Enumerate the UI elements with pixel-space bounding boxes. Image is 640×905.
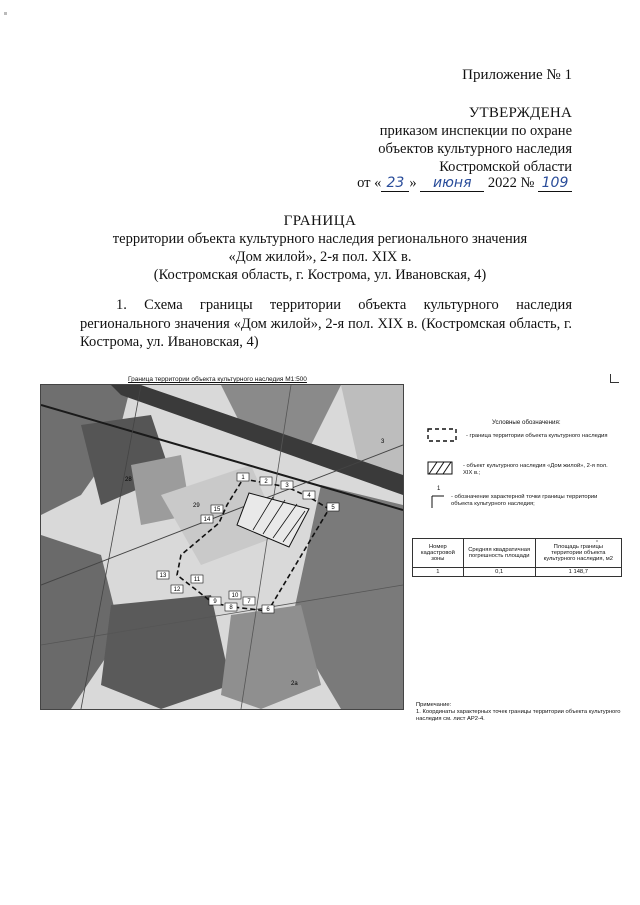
order-year: 2022 № (487, 175, 535, 191)
document-title (60, 212, 580, 284)
table-header: Площадь границы территории объекта культурного наследия, м2 (535, 539, 621, 568)
map-drawing (41, 385, 403, 709)
table-row (413, 568, 622, 577)
title-main: ГРАНИЦА (283, 213, 357, 229)
plot-label: 2а (291, 681, 298, 687)
table-cell: 1 148,7 (535, 568, 621, 577)
boundary-swatch-icon (427, 428, 457, 442)
legend-point-number: 1 (437, 486, 441, 492)
title-line: территории объекта культурного наследия регионального значения (112, 231, 528, 247)
legend-title: Условные обозначения: (492, 419, 561, 426)
point-marker-icon (428, 490, 448, 510)
order-line: объектов культурного наследия (378, 141, 572, 157)
boundary-point-label: 3 (285, 483, 289, 489)
legend-point: - обозначение характерной точки границы территории объекта культурного наследия; (451, 494, 598, 507)
cadastral-map (40, 384, 404, 710)
date-day-suffix: » (409, 175, 417, 191)
boundary-point-label: 15 (213, 507, 221, 513)
boundary-point-label: 13 (159, 573, 167, 579)
order-month: июня (420, 176, 484, 192)
legend-boundary: - граница территории объекта культурного наследия (466, 433, 608, 439)
map-title: Граница территории объекта культурного наследия М1:500 (128, 376, 307, 383)
area-table (412, 538, 622, 577)
order-day: 23 (381, 176, 409, 192)
boundary-point-label: 12 (173, 587, 181, 593)
note-title: Примечание: (416, 702, 452, 708)
scheme-paragraph: 1. Схема границы территории объекта культурного наследия регионального значения «Дом жилой», 2-я пол. XIX в. (Костромская область, г. Кострома, ул. Ивановская, 4) (80, 297, 572, 350)
order-number: 109 (538, 176, 572, 192)
table-cell: 0,1 (463, 568, 535, 577)
plot-label: 28 (125, 477, 132, 483)
scan-speck (4, 12, 7, 15)
boundary-point-label: 10 (231, 593, 239, 599)
boundary-point-label: 6 (266, 607, 270, 613)
boundary-point-label: 8 (229, 605, 233, 611)
date-prefix: от « (357, 175, 382, 191)
boundary-point-label: 11 (193, 577, 201, 583)
table-cell: 1 (413, 568, 464, 577)
plot-label: 3 (381, 439, 385, 445)
boundary-point-label: 2 (264, 479, 268, 485)
boundary-point-label: 7 (247, 599, 251, 605)
note-text: 1. Координаты характерных точек границы территории объекта культурного наследия см. лист АР2-4. (416, 709, 621, 722)
page-corner-mark (610, 374, 619, 383)
boundary-point-label: 9 (213, 599, 217, 605)
order-date-line (357, 174, 572, 192)
order-line: Костромской области (439, 159, 572, 175)
boundary-point-label: 5 (331, 505, 335, 511)
boundary-point-label: 14 (203, 517, 211, 523)
table-header: Средняя квадратичная погрешность площади (463, 539, 535, 568)
approved-label: УТВЕРЖДЕНА (468, 105, 572, 121)
object-hatch-swatch-icon (427, 461, 453, 475)
map-note (416, 702, 626, 723)
boundary-point-label: 1 (241, 475, 245, 481)
boundary-point-label: 4 (307, 493, 311, 499)
legend-object: - объект культурного наследия «Дом жилой», 2-я пол. XIX в.; (463, 463, 608, 476)
table-header: Номер кадастровой зоны (413, 539, 464, 568)
order-lines (378, 122, 572, 176)
order-line: приказом инспекции по охране (379, 123, 572, 139)
plot-label: 29 (193, 503, 200, 509)
appendix-label: Приложение № 1 (462, 67, 572, 83)
title-line: (Костромская область, г. Кострома, ул. Ивановская, 4) (153, 267, 487, 283)
title-line: «Дом жилой», 2-я пол. XIX в. (228, 249, 412, 265)
